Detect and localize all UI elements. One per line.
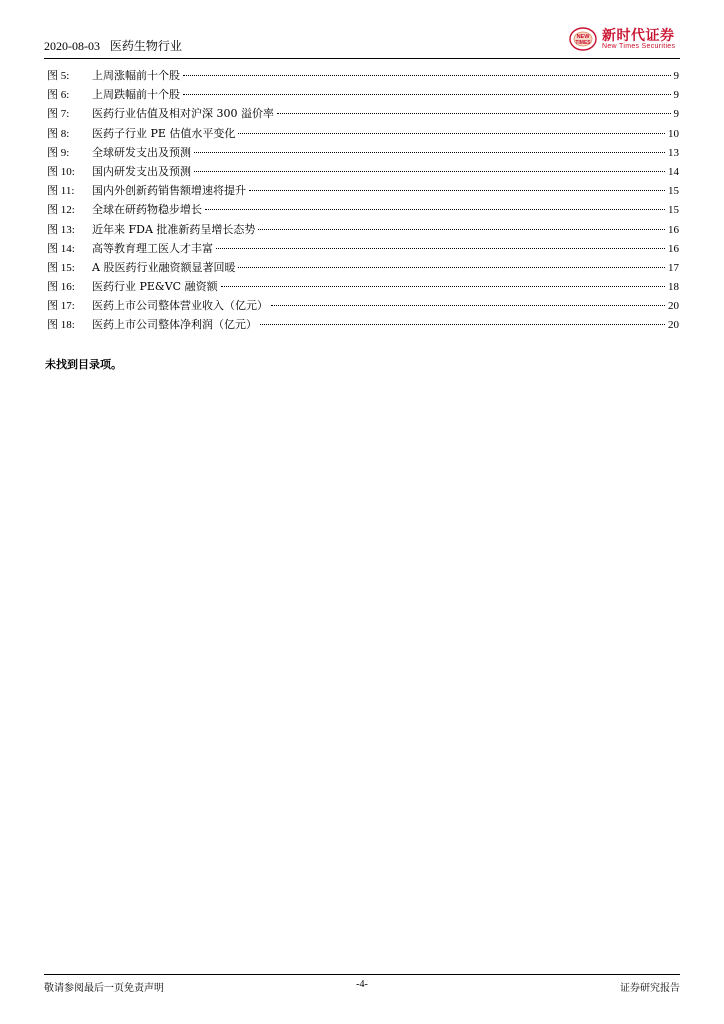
figure-page-number[interactable]: 20 xyxy=(668,300,679,313)
toc-entry[interactable] xyxy=(47,67,679,86)
report-type: 证券研究报告 xyxy=(620,983,680,994)
toc-entry[interactable] xyxy=(47,259,679,278)
figure-label: 图 13: xyxy=(47,223,75,236)
industry-name: 医药生物行业 xyxy=(109,39,182,53)
footer-divider xyxy=(44,974,680,975)
figure-title[interactable]: 国内研发支出及预测 xyxy=(92,164,191,178)
dot-leader xyxy=(238,133,665,134)
figure-title[interactable]: 医药行业估值及相对沪深 300 溢价率 xyxy=(92,107,274,121)
company-logo xyxy=(568,24,680,54)
figure-title[interactable]: 上周跌幅前十个股 xyxy=(92,88,180,102)
figure-label: 图 6: xyxy=(47,89,70,102)
toc-entry[interactable] xyxy=(47,105,679,124)
dot-leader xyxy=(258,229,665,230)
figure-label: 图 7: xyxy=(47,108,70,121)
toc-entry[interactable] xyxy=(47,125,679,144)
figure-label: 图 17: xyxy=(47,300,75,313)
figure-label: 图 9: xyxy=(47,146,70,159)
figure-label: 图 10: xyxy=(47,165,75,178)
dot-leader xyxy=(221,286,665,287)
page-number: -4- xyxy=(356,979,368,990)
figure-title[interactable]: 医药行业 PE&VC 融资额 xyxy=(92,280,218,294)
figure-title[interactable]: A 股医药行业融资额显著回暖 xyxy=(92,260,236,274)
figure-title[interactable]: 上周涨幅前十个股 xyxy=(92,69,180,82)
header-divider xyxy=(44,58,680,59)
toc-entry[interactable] xyxy=(47,144,679,163)
figure-title[interactable]: 医药上市公司整体营业收入（亿元） xyxy=(92,299,268,313)
page-footer xyxy=(44,979,680,993)
logo-english-name: New Times Securities xyxy=(602,43,676,50)
toc-entry[interactable] xyxy=(47,316,679,335)
dot-leader xyxy=(205,209,665,210)
disclaimer-note: 敬请参阅最后一页免责声明 xyxy=(44,983,164,994)
toc-entry[interactable] xyxy=(47,201,679,220)
figure-title[interactable]: 国内外创新药销售额增速将提升 xyxy=(92,184,246,198)
dot-leader xyxy=(249,190,665,191)
dot-leader xyxy=(216,248,665,249)
figure-title[interactable]: 高等教育理工医人才丰富 xyxy=(92,241,213,255)
figure-page-number[interactable]: 10 xyxy=(668,127,679,140)
dot-leader xyxy=(277,113,671,114)
logo-chinese-name: 新时代证券 xyxy=(602,28,675,44)
dot-leader xyxy=(183,94,671,95)
toc-entry[interactable] xyxy=(47,221,679,240)
figure-label: 图 11: xyxy=(47,185,75,198)
figure-page-number[interactable]: 9 xyxy=(673,89,679,102)
new-times-badge-icon xyxy=(568,26,598,52)
dot-leader xyxy=(194,171,665,172)
figure-page-number[interactable]: 20 xyxy=(668,319,679,332)
toc-entry[interactable] xyxy=(47,278,679,297)
header-info xyxy=(44,37,182,54)
figure-page-number[interactable]: 16 xyxy=(668,223,679,236)
toc-entry[interactable] xyxy=(47,240,679,259)
figure-label: 图 12: xyxy=(47,204,75,217)
dot-leader xyxy=(183,75,671,76)
toc-notice: 未找到目录项。 xyxy=(45,358,122,371)
dot-leader xyxy=(194,152,665,153)
figure-label: 图 15: xyxy=(47,261,75,274)
figure-page-number[interactable]: 18 xyxy=(668,281,679,294)
figure-title[interactable]: 医药上市公司整体净利润（亿元） xyxy=(92,318,257,332)
toc-entry[interactable] xyxy=(47,182,679,201)
report-date: 2020-08-03 xyxy=(44,39,100,53)
figure-label: 图 16: xyxy=(47,281,75,294)
toc-entry[interactable] xyxy=(47,163,679,182)
figure-page-number[interactable]: 17 xyxy=(668,261,679,274)
svg-text:NEW: NEW xyxy=(576,34,590,40)
dot-leader xyxy=(238,267,665,268)
figure-title[interactable]: 全球研发支出及预测 xyxy=(92,145,191,159)
figure-label: 图 18: xyxy=(47,319,75,332)
figure-title[interactable]: 医药子行业 PE 估值水平变化 xyxy=(92,126,236,140)
figure-title[interactable]: 近年来 FDA 批准新药呈增长态势 xyxy=(92,222,256,236)
figure-page-number[interactable]: 15 xyxy=(668,204,679,217)
dot-leader xyxy=(260,324,665,325)
figure-page-number[interactable]: 15 xyxy=(668,185,679,198)
figure-label: 图 14: xyxy=(47,242,75,255)
figure-label: 图 8: xyxy=(47,127,70,140)
toc-entry[interactable] xyxy=(47,297,679,316)
figure-title[interactable]: 全球在研药物稳步增长 xyxy=(92,203,202,217)
figure-page-number[interactable]: 9 xyxy=(673,108,679,121)
figure-page-number[interactable]: 16 xyxy=(668,242,679,255)
figure-page-number[interactable]: 14 xyxy=(668,165,679,178)
toc-entry[interactable] xyxy=(47,86,679,105)
figure-page-number[interactable]: 9 xyxy=(673,70,679,82)
figure-page-number[interactable]: 13 xyxy=(668,146,679,159)
figure-index xyxy=(47,67,679,336)
figure-label: 图 5: xyxy=(47,70,70,82)
svg-text:TIMES: TIMES xyxy=(575,40,591,46)
dot-leader xyxy=(271,305,665,306)
page-header xyxy=(44,24,680,58)
